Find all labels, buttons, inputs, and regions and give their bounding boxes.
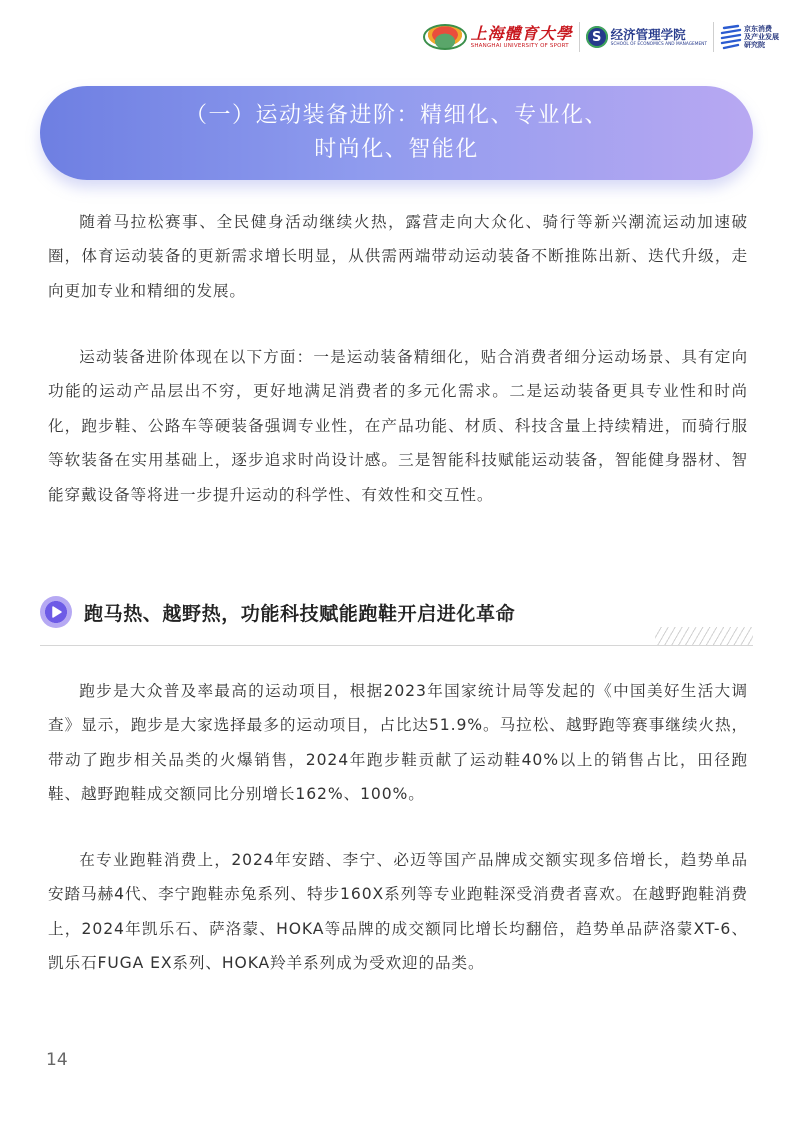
body-paragraph-4: 在专业跑鞋消费上，2024年安踏、李宁、必迈等国产品牌成交额实现多倍增长，趋势单品安踏马赫4代、李宁跑鞋赤兔系列、特步160X系列等专业跑鞋深受消费者喜欢。在越野跑鞋消费上，2024年凯乐石、萨洛蒙、HOKA等品牌的成交额同比增长均翻倍，趋势单品萨洛蒙XT-6、凯乐石FUGA EX系列、HOKA羚羊系列成为受欢迎的品类。 [48, 851, 748, 973]
banner-title-line-1: （一）运动装备进阶：精细化、专业化、 [184, 103, 608, 128]
sub-section-title: 跑马热、越野热，功能科技赋能跑鞋开启进化革命 [84, 602, 516, 625]
body-paragraph-1: 随着马拉松赛事、全民健身活动继续火热，露营走向大众化、骑行等新兴潮流运动加速破圈，体育运动装备的更新需求增长明显，从供需两端带动运动装备不断推陈出新、迭代升级，走向更加专业和精细的发展。 [48, 213, 748, 300]
banner-title-line-2: 时尚化、智能化 [314, 137, 479, 162]
body-paragraph-3: 跑步是大众普及率最高的运动项目，根据2023年国家统计局等发起的《中国美好生活大调查》显示，跑步是大家选择最多的运动项目，占比达51.9%。马拉松、越野跑等赛事继续火热，带动了跑步相关品类的火爆销售，2024年跑步鞋贡献了运动鞋40%以上的销售占比，田径跑鞋、越野跑鞋成交额同比分别增长162%、100%。 [48, 682, 748, 804]
jd-line: 京东消费 [744, 25, 772, 33]
sem-name-cn: 经济管理学院 [610, 26, 686, 42]
jd-line: 研究院 [744, 41, 765, 49]
play-icon [40, 596, 72, 628]
header-logos [423, 14, 779, 60]
sus-name-cn: 上海體育大學 [470, 23, 573, 43]
decorative-hatch [655, 627, 753, 645]
section-banner [40, 86, 753, 180]
sem-name-en: SCHOOL OF ECONOMICS AND MANAGEMENT [610, 41, 707, 47]
sus-logo [423, 24, 573, 50]
sem-logo [586, 26, 707, 48]
page-number: 14 [46, 1050, 68, 1070]
sub-section-heading [40, 593, 755, 631]
jd-line: 及产业发展 [744, 33, 779, 41]
jd-stripes-icon [720, 24, 742, 50]
sus-emblem-icon [423, 24, 467, 50]
sub-section-divider [40, 645, 753, 646]
jd-logo [720, 24, 779, 50]
logo-divider [713, 22, 714, 52]
body-paragraph-2: 运动装备进阶体现在以下方面：一是运动装备精细化，贴合消费者细分运动场景、具有定向功能的运动产品层出不穷，更好地满足消费者的多元化需求。二是运动装备更具专业性和时尚化，跑步鞋、公路车等硬装备强调专业性，在产品功能、材质、科技含量上持续精进，而骑行服等软装备在实用基础上，逐步追求时尚设计感。三是智能科技赋能运动装备，智能健身器材、智能穿戴设备等将进一步提升运动的科学性、有效性和交互性。 [48, 348, 748, 504]
logo-divider [579, 22, 580, 52]
sem-badge-icon: S [586, 26, 608, 48]
sus-name-en: SHANGHAI UNIVERSITY OF SPORT [470, 42, 569, 49]
